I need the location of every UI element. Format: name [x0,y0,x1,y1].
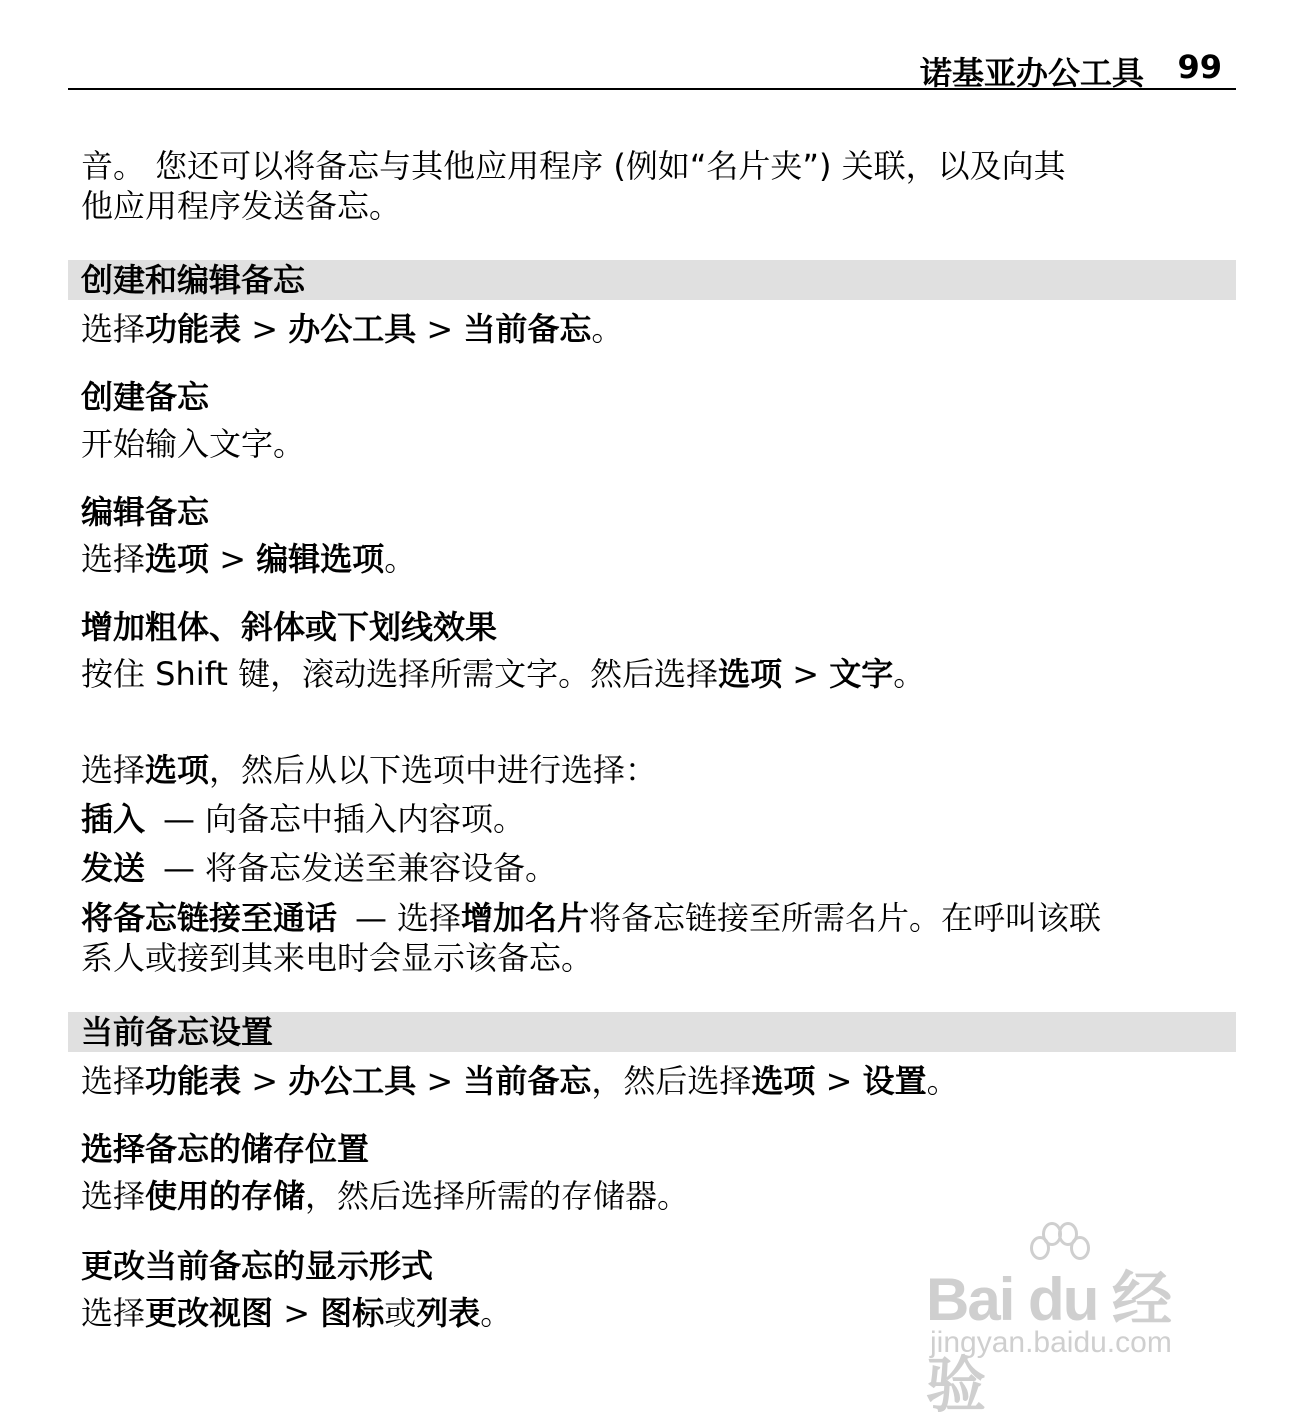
menu-item-active-notes: 当前备忘 [463,310,592,348]
subheading-edit-note: 编辑备忘 [81,493,210,531]
storage-text: 选择使用的存储，然后选择所需的存储器。 [81,1177,690,1215]
menu-item-options: 选项 [751,1062,816,1100]
em-dash: — [163,800,196,838]
menu-item-edit-options: 编辑选项 [256,540,385,578]
subheading-storage: 选择备忘的储存位置 [81,1130,370,1168]
menu-item-text: 文字 [829,655,894,693]
option-insert-desc: 向备忘中插入内容项。 [205,800,526,838]
menu-item-options: 选项 [145,540,210,578]
section-title-settings: 当前备忘设置 [81,1013,274,1051]
option-link-call: 将备忘链接至通话 — 选择增加名片将备忘链接至所需名片。在呼叫该联 [81,899,1102,937]
view-text: 选择更改视图 > 图标或列表。 [81,1294,513,1332]
section-title-create-edit: 创建和编辑备忘 [81,261,306,299]
option-send [81,848,557,888]
option-send-label: 发送 [81,849,146,887]
menu-item-office-tools: 办公工具 [288,310,417,348]
menu-item-office-tools: 办公工具 [288,1062,417,1100]
section-band-settings [68,1012,1236,1052]
options-intro: 选择选项，然后从以下选项中进行选择： [81,751,658,789]
intro-line-1: 音。 您还可以将备忘与其他应用程序 (例如“名片夹”) 关联，以及向其 [81,147,1066,185]
subheading-view: 更改当前备忘的显示形式 [81,1247,434,1285]
menu-item-icons: 图标 [320,1294,385,1332]
watermark-brand: Bai du 经验 [926,1266,1171,1419]
menu-item-change-view: 更改视图 [145,1294,274,1332]
menu-path-notes: 选择功能表 > 办公工具 > 当前备忘。 [81,310,624,348]
menu-item-options: 选项 [145,751,210,789]
menu-path-settings: 选择功能表 > 办公工具 > 当前备忘，然后选择选项 > 设置。 [81,1062,959,1100]
menu-item-active-notes: 当前备忘 [463,1062,592,1100]
option-insert-label: 插入 [81,800,146,838]
menu-item-add-contact: 增加名片 [461,899,590,937]
em-dash: — [163,849,196,887]
menu-item-memory-in-use: 使用的存储 [145,1177,306,1215]
menu-item-list: 列表 [416,1294,481,1332]
create-note-text: 开始输入文字。 [81,425,306,463]
page-number: 99 [1177,48,1222,86]
subheading-create-note: 创建备忘 [81,378,210,416]
option-send-desc: 将备忘发送至兼容设备。 [205,849,558,887]
menu-item-functions: 功能表 [145,1062,242,1100]
option-link-label: 将备忘链接至通话 [81,899,338,937]
intro-line-2: 他应用程序发送备忘。 [81,187,402,225]
page-header [68,46,1236,90]
option-insert [81,799,525,839]
menu-item-options: 选项 [718,655,783,693]
menu-item-settings: 设置 [862,1062,927,1100]
subheading-text-format: 增加粗体、斜体或下划线效果 [81,608,498,646]
header-title: 诺基亚办公工具 [919,54,1144,92]
watermark-url: jingyan.baidu.com [930,1326,1172,1359]
option-link-call-line-2: 系人或接到其来电时会显示该备忘。 [81,939,594,977]
em-dash: — [355,899,388,937]
edit-note-text: 选择选项 > 编辑选项。 [81,540,417,578]
section-band-create-edit [68,260,1236,300]
baidu-jingyan-watermark [926,1222,1226,1419]
menu-item-functions: 功能表 [145,310,242,348]
text-format-instructions: 按住 Shift 键，滚动选择所需文字。然后选择选项 > 文字。 [81,655,926,693]
